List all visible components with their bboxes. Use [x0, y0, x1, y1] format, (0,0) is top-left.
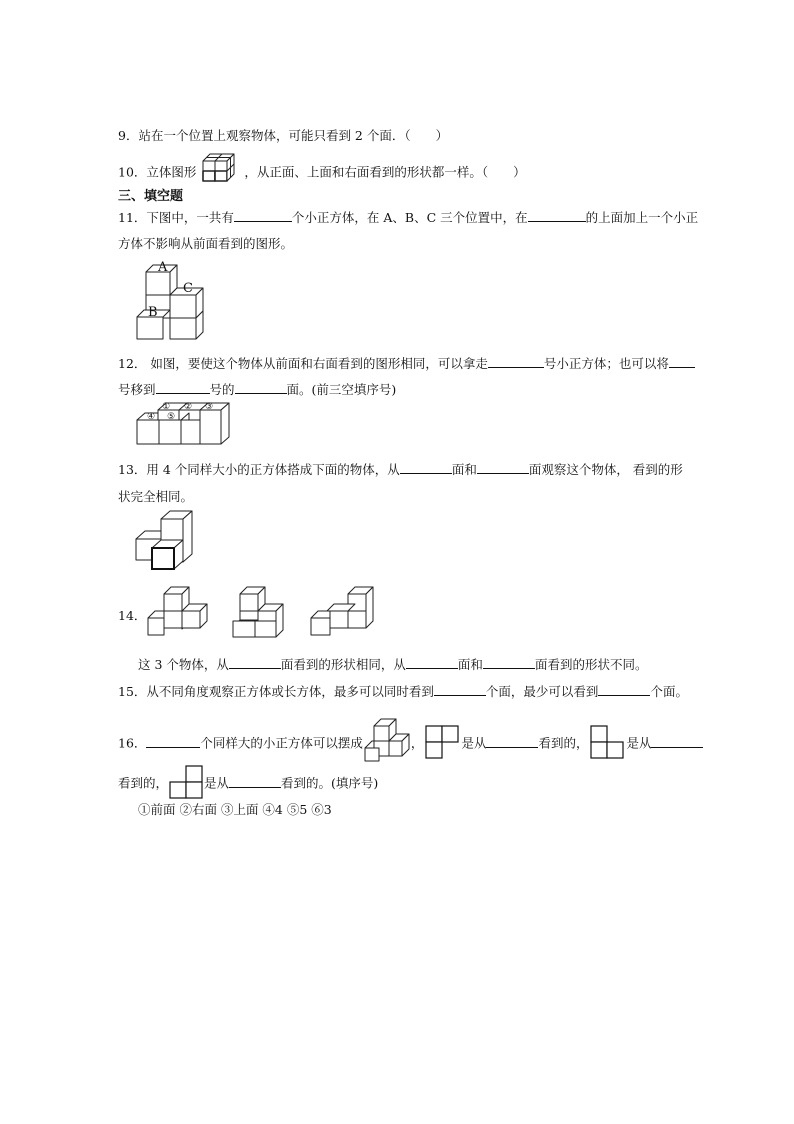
label-a: A: [158, 260, 168, 275]
q11-text-b: 个小正方体，在 A、B、C 三个位置中，在: [291, 210, 528, 225]
q15-text-a: 15．从不同角度观察正方体或长方体，最多可以同时看到: [118, 684, 434, 699]
q12-figure: [134, 402, 244, 446]
q11-blank-count[interactable]: [234, 208, 292, 222]
q12-blank-move-to[interactable]: [156, 380, 210, 394]
q10: [118, 158, 526, 188]
label-1: ①: [162, 402, 171, 412]
q16-line1: [118, 722, 703, 766]
q16-text-d: 看到的，: [538, 735, 589, 751]
q14-line: [138, 655, 647, 673]
q10-cube-figure: [202, 152, 238, 182]
q11-text-a: 11．下图中，一共有: [118, 210, 234, 225]
q12-line1: [118, 354, 695, 372]
q12-blank-move-from[interactable]: [669, 354, 695, 368]
q13-text-c: 面观察这个物体， 看到的形: [528, 462, 683, 477]
label-b: B: [148, 305, 158, 320]
label-3: ③: [205, 402, 214, 412]
q13-text-a: 13．用 4 个同样大小的正方体搭成下面的物体，从: [118, 462, 400, 477]
q11-line1: [118, 208, 698, 226]
q15-line: [118, 682, 688, 700]
q16-blank-view-2[interactable]: [651, 734, 703, 748]
q16-text-e: 是从: [626, 735, 652, 751]
q16-blank-view-3[interactable]: [229, 774, 281, 788]
q16-view-3: [169, 765, 203, 799]
q14-blank-2[interactable]: [406, 655, 458, 669]
q11-line2: 方体不影响从前面看到的图形。: [118, 236, 294, 251]
q14-text-a: 这 3 个物体，从: [138, 657, 229, 672]
q14-blank-3[interactable]: [483, 655, 535, 669]
q12-text-a: 12． 如图，要使这个物体从前面和右面看到的图形相同，可以拿走: [118, 356, 488, 371]
q14-blank-1[interactable]: [229, 655, 281, 669]
q13-blank-2[interactable]: [477, 460, 529, 474]
q13-line1: [118, 460, 683, 478]
q12-text-f: 面。(前三空填序号): [286, 382, 397, 397]
q14-figure-1: [147, 585, 209, 637]
q9-text: 9．站在一个位置上观察物体，可能只看到 2 个面．（ ）: [118, 128, 449, 143]
q12-blank-face[interactable]: [235, 380, 287, 394]
q11-figure: [130, 258, 210, 338]
q11-text-c: 的上面加上一个小正: [585, 210, 699, 225]
label-c: C: [183, 281, 193, 296]
q15-blank-min[interactable]: [598, 682, 650, 696]
q14-figure-3: [310, 585, 376, 637]
q16-text-b: ，: [410, 735, 424, 751]
q16-text-f: 看到的，: [118, 775, 169, 791]
q15-text-b: 个面，最少可以看到: [485, 684, 599, 699]
q16-blank-view-1[interactable]: [486, 734, 538, 748]
q12-line2: [118, 380, 396, 398]
label-2: ②: [184, 402, 193, 412]
q16-view-1: [425, 725, 459, 759]
q12-text-e: 号的: [209, 382, 235, 397]
q14-text-b: 面看到的形状相同，从: [280, 657, 406, 672]
q16-view-2: [590, 725, 624, 759]
q16-text-g: 是从: [204, 775, 230, 791]
q16-text-h: 看到的。(填序号): [281, 775, 379, 791]
q10-prefix: 10．立体图形: [118, 164, 197, 180]
q15-text-c: 个面。: [650, 684, 688, 699]
q16-text-c: 是从: [461, 735, 487, 751]
q16-solid-figure: [364, 718, 410, 762]
q15-blank-max[interactable]: [434, 682, 486, 696]
q13-line2: 状完全相同。: [118, 489, 194, 504]
q12-text-d: 号移到: [118, 382, 156, 397]
q13-text-b: 面和: [451, 462, 477, 477]
q14-text-c: 面和: [457, 657, 483, 672]
q13-blank-1[interactable]: [400, 460, 452, 474]
q11-blank-position[interactable]: [528, 208, 586, 222]
q16-line2: [118, 767, 378, 801]
q10-suffix: ，从正面、上面和右面看到的形状都一样。（ ）: [244, 164, 526, 180]
q16-blank-count[interactable]: [146, 734, 200, 748]
section-title: 三、填空题: [118, 189, 184, 204]
q14-figure-2: [230, 585, 292, 639]
q14-text-d: 面看到的形状不同。: [534, 657, 648, 672]
q12-blank-remove[interactable]: [488, 354, 544, 368]
q16-text-a: 个同样大的小正方体可以摆成: [200, 735, 363, 751]
label-5: ⑤: [167, 412, 176, 422]
q12-text-b: 号小正方体；也可以将: [543, 356, 669, 371]
q16-options: ①前面 ②右面 ③上面 ④4 ⑤5 ⑥3: [138, 802, 332, 817]
cube-2x2x2-icon: [202, 152, 238, 182]
q14-num: 14．: [118, 608, 147, 623]
label-4: ④: [147, 412, 156, 422]
q13-figure: [134, 510, 196, 572]
q16-num: 16．: [118, 735, 147, 751]
